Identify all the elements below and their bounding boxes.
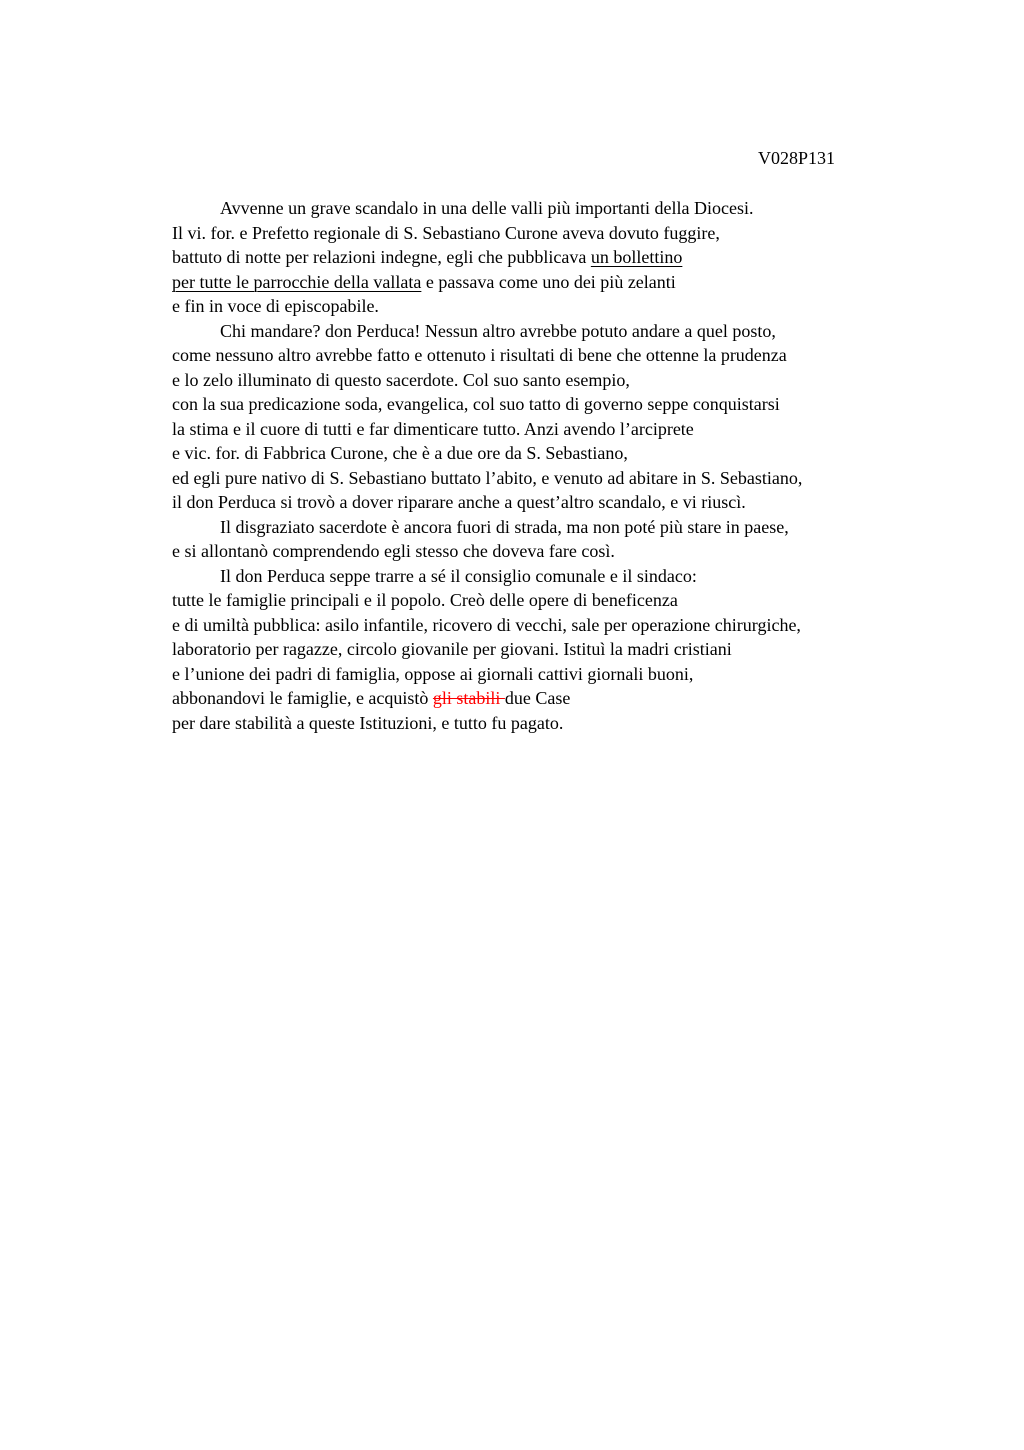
text-segment: battuto di notte per relazioni indegne, egli che pubblicava (172, 247, 591, 267)
text-line: Avvenne un grave scandalo in una delle valli più importanti della Diocesi. (220, 198, 754, 218)
text-line: con la sua predicazione soda, evangelica, col suo tatto di governo seppe conquistarsi (172, 394, 780, 414)
underlined-text: un bollettino (590, 247, 683, 267)
text-line: per dare stabilità a queste Istituzioni, e tutto fu pagato. (172, 712, 564, 733)
text-line: Il disgraziato sacerdote è ancora fuori di strada, ma non poté più stare in paese, (220, 516, 789, 537)
text-line: Chi mandare? don Perduca! Nessun altro avrebbe potuto andare a quel posto, (220, 320, 776, 341)
text-line: e l’unione dei padri di famiglia, oppose ai giornali cattivi giornali buoni, (172, 663, 694, 684)
text-segment: due Case (504, 688, 571, 708)
text-line: Il don Perduca seppe trarre a sé il consiglio comunale e il sindaco: (220, 565, 697, 586)
text-line: la stima e il cuore di tutti e far dimenticare tutto. Anzi avendo l’arciprete (172, 418, 694, 439)
deleted-text: gli stabili (432, 688, 505, 708)
text-line: come nessuno altro avrebbe fatto e ottenuto i risultati di bene che ottenne la prudenza (172, 345, 787, 365)
text-line (172, 245, 912, 270)
text-line (172, 686, 912, 711)
body-text (172, 196, 912, 735)
text-line: ed egli pure nativo di S. Sebastiano buttato l’abito, e venuto ad abitare in S. Sebastiano, (172, 467, 803, 488)
text-segment: abbonandovi le famiglie, e acquistò (172, 688, 433, 708)
text-line: Il vi. for. e Prefetto regionale di S. Sebastiano Curone aveva dovuto fuggire, (172, 222, 720, 243)
text-line (172, 270, 912, 295)
text-line: tutte le famiglie principali e il popolo. Creò delle opere di beneficenza (172, 590, 678, 610)
text-line: e vic. for. di Fabbrica Curone, che è a due ore da S. Sebastiano, (172, 443, 628, 463)
text-line: e lo zelo illuminato di questo sacerdote. Col suo santo esempio, (172, 369, 630, 390)
text-line: e si allontanò comprendendo egli stesso che doveva fare così. (172, 541, 615, 561)
text-line: il don Perduca si trovò a dover riparare anche a quest’altro scandalo, e vi riuscì. (172, 492, 746, 512)
text-line: laboratorio per ragazze, circolo giovanile per giovani. Istituì la madri cristiani (172, 639, 732, 659)
underlined-text: per tutte le parrocchie della vallata (172, 271, 422, 292)
text-segment: e passava come uno dei più zelanti (421, 271, 676, 292)
page-code: V028P131 (758, 148, 836, 168)
text-line: e di umiltà pubblica: asilo infantile, ricovero di vecchi, sale per operazione chirurgiche, (172, 614, 801, 635)
text-line: e fin in voce di episcopabile. (172, 296, 379, 316)
